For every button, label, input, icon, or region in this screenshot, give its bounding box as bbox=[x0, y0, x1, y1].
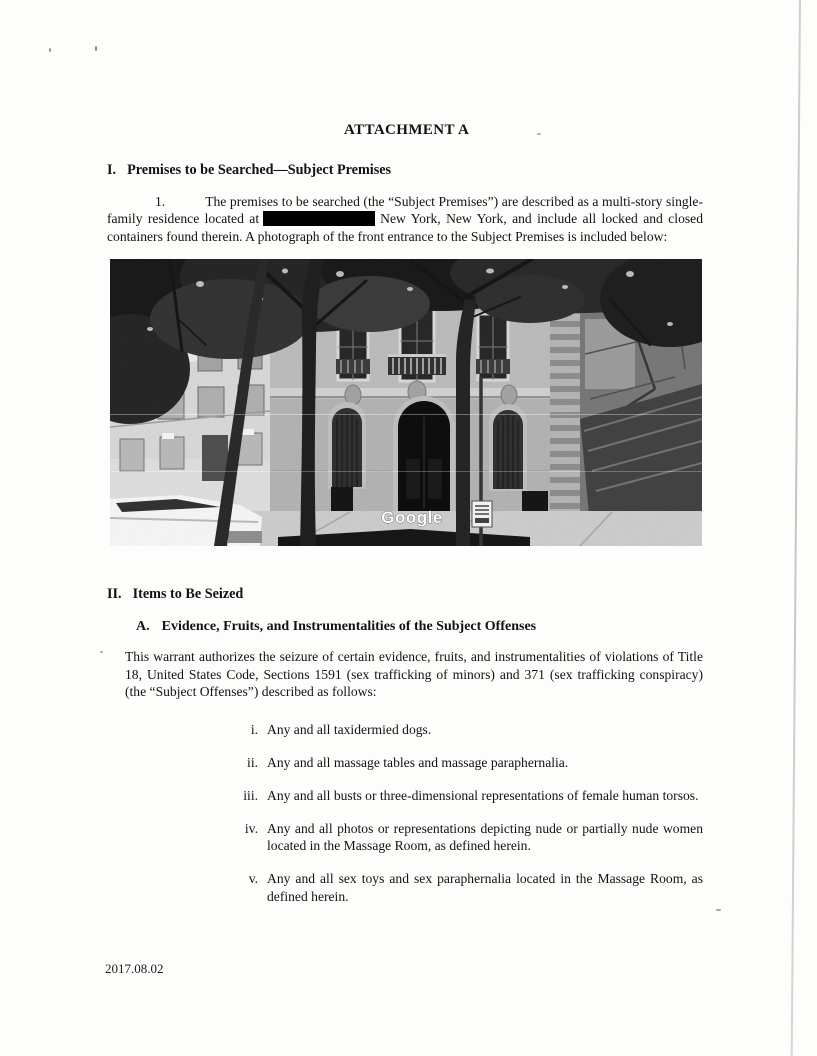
paragraph-number: 1. bbox=[155, 193, 166, 209]
item-text: Any and all taxidermied dogs. bbox=[267, 721, 432, 737]
list-item bbox=[222, 754, 703, 772]
warrant-intro-paragraph: This warrant authorizes the seizure of certain evidence, fruits, and instrumentalities of violations of Title 18, United States Code, Sections 1591 (sex trafficking of minors) and 371 (sex trafficking conspiracy) (the “Subject Offenses”) described as follows: bbox=[125, 649, 703, 699]
section-2-heading bbox=[107, 586, 703, 604]
scan-speck bbox=[49, 48, 51, 52]
list-item bbox=[222, 787, 703, 805]
scan-speck bbox=[100, 651, 103, 653]
list-item bbox=[222, 870, 703, 905]
redaction-bar bbox=[263, 211, 375, 226]
scan-speck bbox=[716, 909, 721, 911]
scan-speck bbox=[537, 133, 541, 135]
item-numeral: ii. bbox=[247, 754, 258, 770]
document-title: ATTACHMENT A bbox=[344, 122, 470, 138]
subsection-a-numeral: A. bbox=[136, 618, 150, 634]
scan-artifact-line bbox=[791, 0, 801, 1056]
section-1-heading bbox=[107, 162, 703, 180]
item-text: Any and all massage tables and massage paraphernalia. bbox=[267, 754, 569, 770]
list-item bbox=[222, 820, 703, 855]
grain-overlay bbox=[110, 259, 702, 546]
document-content bbox=[107, 0, 703, 905]
item-text: Any and all busts or three-dimensional representations of female human torsos. bbox=[267, 787, 699, 803]
section-2-heading-text: Items to Be Seized bbox=[132, 586, 244, 602]
footer-date: 2017.08.02 bbox=[105, 961, 164, 976]
subsection-a-heading-text: Evidence, Fruits, and Instrumentalities of the Subject Offenses bbox=[161, 618, 537, 634]
item-text: Any and all sex toys and sex paraphernalia located in the Massage Room, as defined herein. bbox=[267, 871, 703, 904]
item-text: Any and all photos or representations depicting nude or partially nude women located in the Massage Room, as defined herein. bbox=[267, 820, 703, 853]
premises-paragraph bbox=[107, 193, 703, 246]
section-1-numeral: I. bbox=[107, 162, 117, 178]
list-item bbox=[222, 721, 703, 739]
google-watermark: Google bbox=[381, 508, 443, 527]
section-2-numeral: II. bbox=[107, 586, 122, 602]
item-numeral: v. bbox=[248, 871, 258, 886]
premises-text-before: The premises to be searched (the “Subject Premises”) are described as a multi-story single-family residence located at bbox=[107, 193, 703, 226]
seized-items-list bbox=[107, 721, 703, 906]
section-1-heading-text: Premises to be Searched—Subject Premises bbox=[127, 162, 392, 178]
item-numeral: iv. bbox=[244, 820, 258, 836]
item-numeral: i. bbox=[250, 721, 258, 737]
subsection-a-heading bbox=[136, 618, 703, 636]
premises-text-after: New York, New York, and include all locked and closed containers found therein. A photograph of the front entrance to the Subject Premises is included below: bbox=[107, 211, 703, 244]
street-view-photo-svg bbox=[110, 259, 702, 546]
street-view-photo bbox=[110, 259, 702, 546]
scan-speck bbox=[95, 46, 97, 51]
item-numeral: iii. bbox=[243, 787, 258, 803]
